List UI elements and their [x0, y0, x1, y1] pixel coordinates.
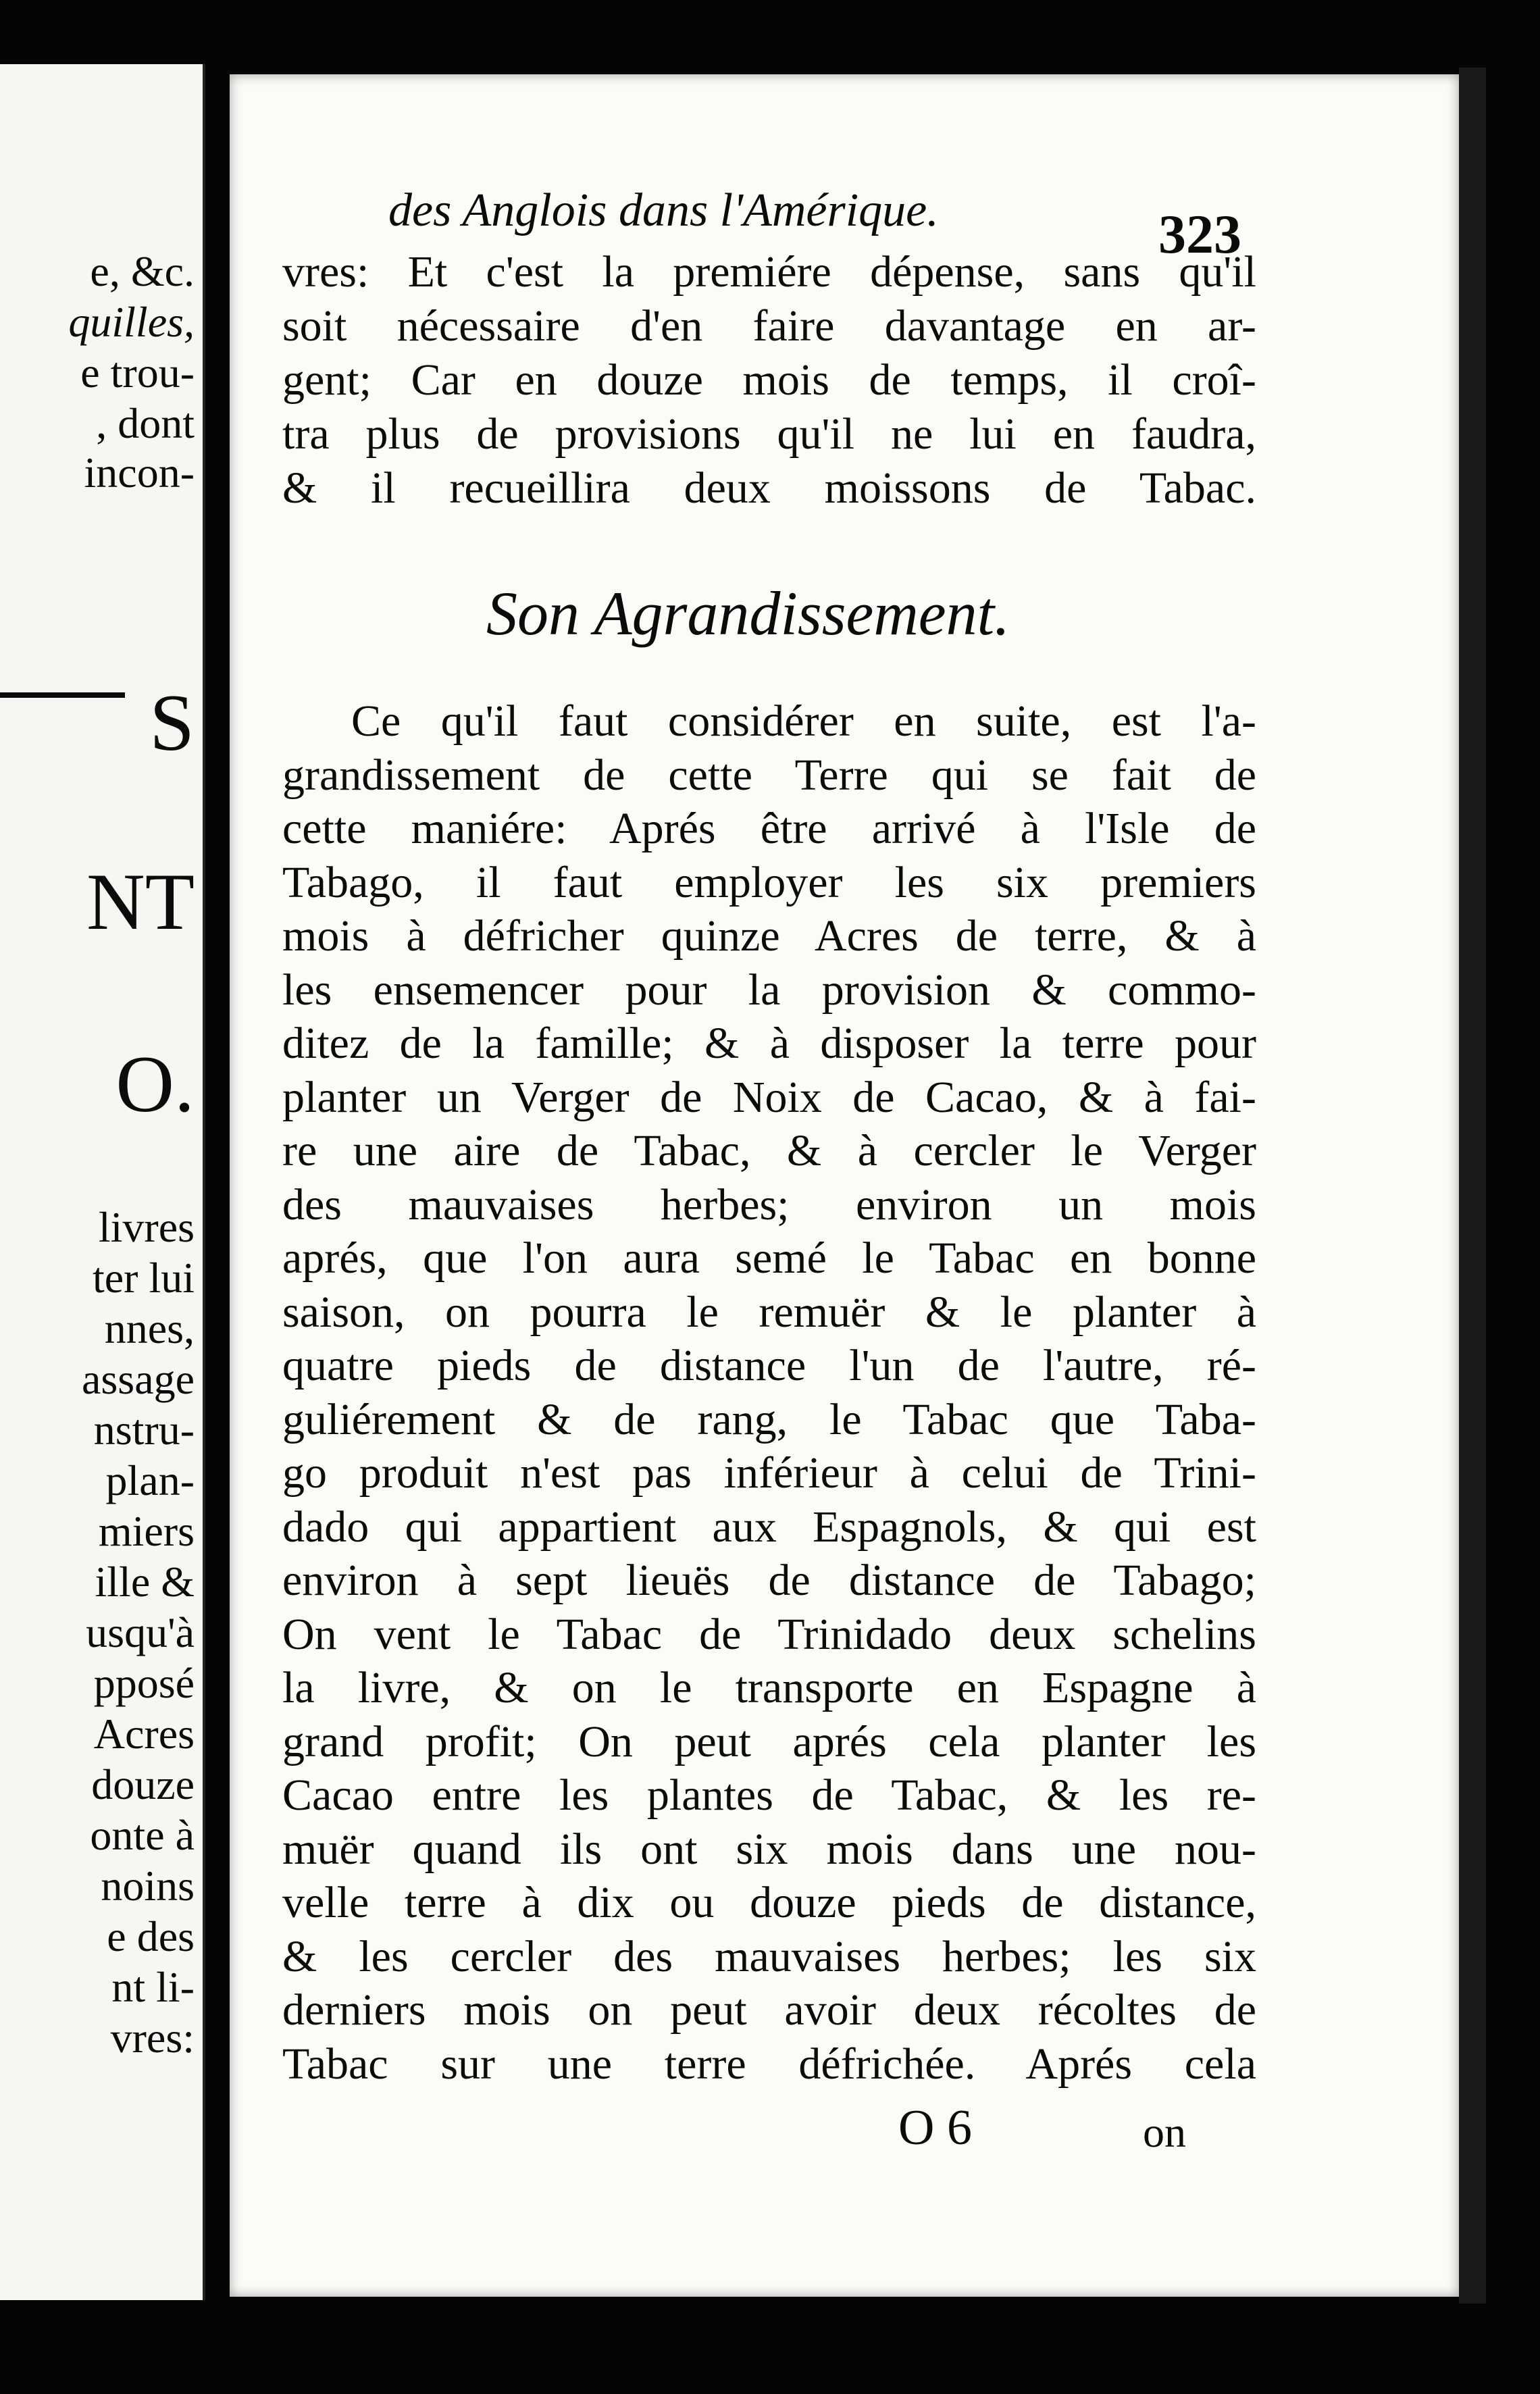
left-page-line: nnes,	[104, 1304, 195, 1352]
signature-mark: O 6	[898, 2100, 972, 2156]
body-line: environ à sept lieuës de distance de Tabago;	[282, 1556, 1256, 1605]
body-line: dado qui appartient aux Espagnols, & qui est	[282, 1502, 1256, 1552]
left-page-line: , dont	[96, 399, 195, 447]
body-line: Tabac sur une terre défrichée. Aprés cela	[282, 2039, 1256, 2089]
body-line: & les cercler des mauvaises herbes; les six	[282, 1931, 1256, 1981]
page-number: 323	[1158, 203, 1241, 265]
left-page-line: noins	[101, 1862, 195, 1910]
body-line: saison, on pourra le remuër & le planter à	[282, 1287, 1256, 1337]
left-page-line: e, &c.	[90, 247, 195, 295]
left-page-line: Acres	[93, 1710, 195, 1758]
body-line: planter un Verger de Noix de Cacao, & à fai-	[282, 1072, 1256, 1122]
left-page-line: nstru-	[93, 1406, 195, 1454]
body-line: cette maniére: Aprés être arrivé à l'Isle de	[282, 804, 1256, 853]
body-line: & il recueillira deux moissons de Tabac.	[282, 463, 1256, 513]
section-heading: Son Agrandissement.	[486, 579, 1010, 648]
body-line: Tabago, il faut employer les six premiers	[282, 857, 1256, 907]
left-page-line: plan-	[105, 1456, 195, 1504]
left-page-line: miers	[98, 1507, 195, 1555]
left-page-line: ille &	[95, 1558, 195, 1606]
left-page-rule	[0, 692, 125, 698]
left-page-line: assage	[81, 1355, 195, 1403]
left-page	[0, 64, 205, 2300]
body-line: quatre pieds de distance l'un de l'autre, ré-	[282, 1341, 1256, 1390]
body-line: tra plus de provisions qu'il ne lui en faudra,	[282, 409, 1256, 459]
page-edge	[1459, 68, 1486, 2303]
left-page-line: usqu'à	[86, 1608, 195, 1656]
left-page-line: nt li-	[111, 1963, 195, 2011]
body-line: mois à défricher quinze Acres de terre, & à	[282, 911, 1256, 961]
body-line: les ensemencer pour la provision & commo-	[282, 965, 1256, 1015]
body-line: guliérement & de rang, le Tabac que Taba-	[282, 1394, 1256, 1444]
body-line: grandissement de cette Terre qui se fait de	[282, 750, 1256, 800]
body-line: grand profit; On peut aprés cela planter les	[282, 1716, 1256, 1766]
left-page-line: pposé	[93, 1659, 195, 1707]
body-line: On vent le Tabac de Trinidado deux schelins	[282, 1609, 1256, 1659]
body-line: vres: Et c'est la premiére dépense, sans qu'il	[282, 247, 1256, 297]
left-page-line: e trou-	[80, 349, 195, 397]
body-line: derniers mois on peut avoir deux récoltes de	[282, 1985, 1256, 2035]
body-line: muër quand ils ont six mois dans une nou-	[282, 1824, 1256, 1874]
running-head: des Anglois dans l'Amérique.	[388, 184, 939, 236]
body-line: Cacao entre les plantes de Tabac, & les re-	[282, 1771, 1256, 1820]
body-line: des mauvaises herbes; environ un mois	[282, 1179, 1256, 1229]
left-page-line: quilles,	[68, 298, 195, 346]
left-page-line: incon-	[84, 449, 195, 496]
body-line: gent; Car en douze mois de temps, il croî-	[282, 355, 1256, 405]
left-page-line: ter lui	[92, 1254, 195, 1302]
left-page-line: livres	[98, 1203, 195, 1251]
body-line: la livre, & on le transporte en Espagne à	[282, 1663, 1256, 1712]
body-line: ditez de la famille; & à disposer la terre pour	[282, 1019, 1256, 1068]
body-line: Ce qu'il faut considérer en suite, est l'a-	[351, 696, 1256, 746]
catchword: on	[1143, 2108, 1186, 2156]
body-line: aprés, que l'on aura semé le Tabac en bonne	[282, 1233, 1256, 1283]
left-page-line: onte à	[90, 1811, 195, 1859]
left-page-title-fragment: NT	[86, 857, 195, 946]
left-page-line: douze	[91, 1760, 195, 1808]
left-page-title-fragment: O.	[116, 1039, 195, 1129]
left-page-line: e des	[107, 1912, 195, 1960]
body-line: velle terre à dix ou douze pieds de distance,	[282, 1878, 1256, 1927]
left-page-line: vres:	[110, 2014, 195, 2062]
body-line: re une aire de Tabac, & à cercler le Verger	[282, 1126, 1256, 1175]
body-line: soit nécessaire d'en faire davantage en ar-	[282, 301, 1256, 351]
body-line: go produit n'est pas inférieur à celui de Trini-	[282, 1448, 1256, 1498]
left-page-title-fragment: S	[149, 678, 195, 767]
